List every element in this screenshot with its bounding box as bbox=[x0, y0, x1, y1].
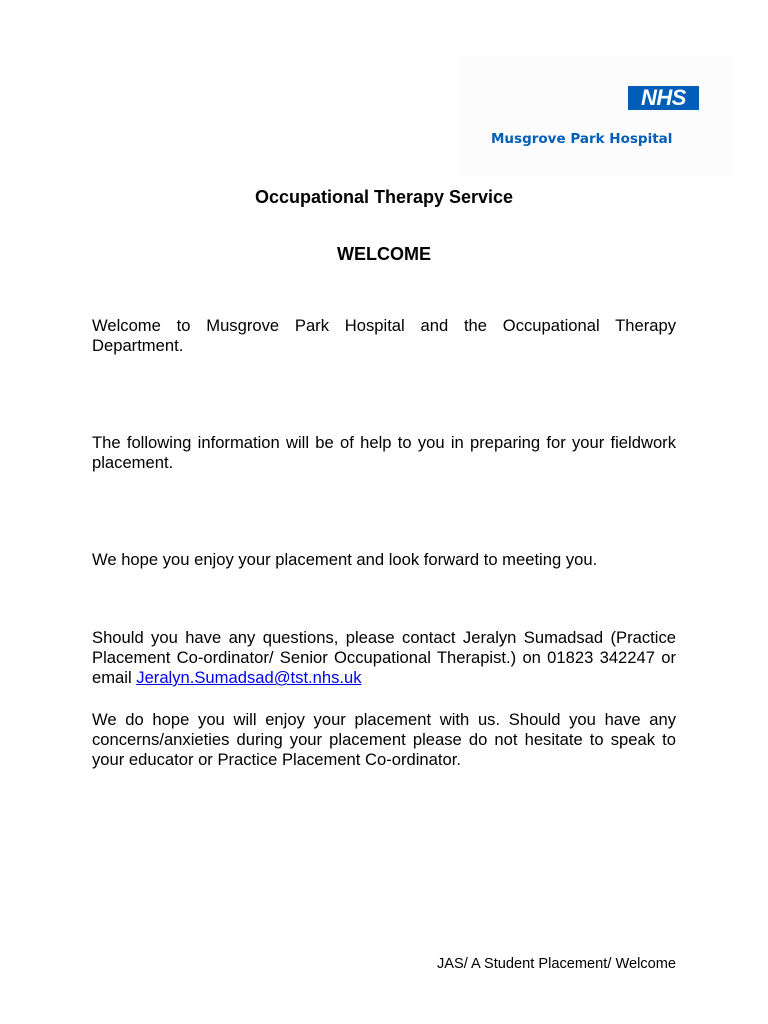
enjoy-paragraph: We hope you enjoy your placement and look forward to meeting you. bbox=[92, 550, 598, 569]
welcome-heading: WELCOME bbox=[337, 244, 431, 264]
hospital-name: Musgrove Park Hospital bbox=[491, 131, 673, 147]
information-paragraph: The following information will be of help to you in preparing for your fieldwork placement. bbox=[92, 433, 676, 472]
footer-reference: JAS/ A Student Placement/ Welcome bbox=[436, 956, 676, 972]
service-title: Occupational Therapy Service bbox=[254, 187, 514, 207]
concerns-paragraph: We do hope you will enjoy your placement with us. Should you have any concerns/anxieties during your placement please do not hesitate to speak to your educator or Practice Placement Co-ordinator. bbox=[92, 710, 676, 769]
contact-text: Should you have any questions, please contact Jeralyn Sumadsad (Practice Placement Co-ordinator/ Senior Occupational Therapist.) on 01823 342247 or email bbox=[92, 628, 676, 687]
nhs-logo bbox=[462, 56, 732, 176]
welcome-paragraph: Welcome to Musgrove Park Hospital and the Occupational Therapy Department. bbox=[92, 316, 676, 355]
contact-paragraph bbox=[92, 628, 676, 688]
email-link[interactable]: Jeralyn.Sumadsad@tst.nhs.uk bbox=[136, 668, 362, 687]
nhs-badge: NHS bbox=[628, 86, 699, 110]
